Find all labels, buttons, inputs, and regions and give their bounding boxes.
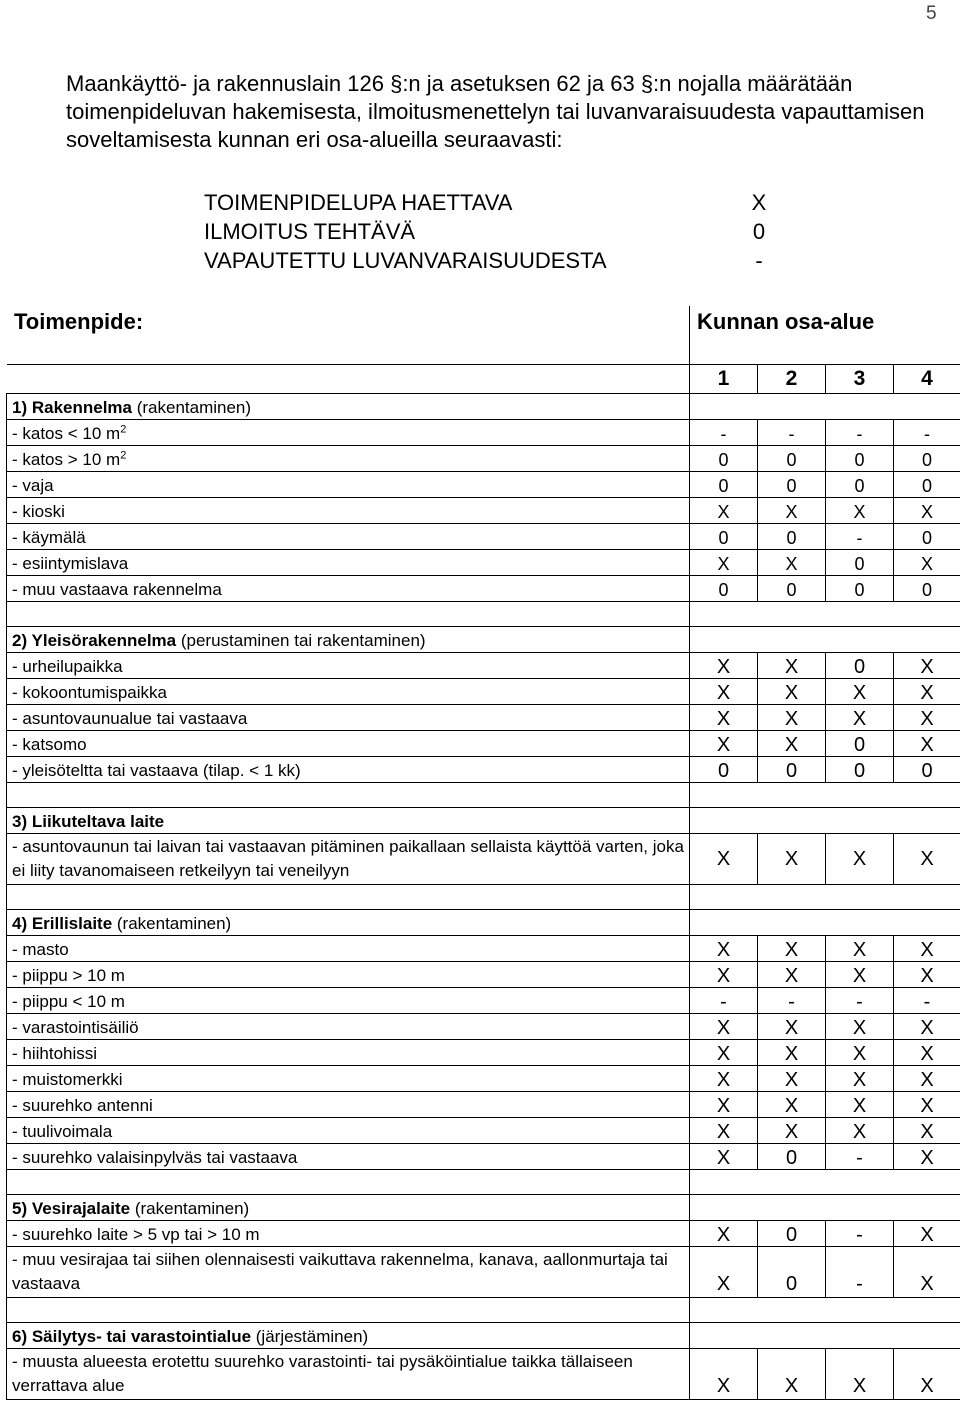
table-row [7, 1247, 960, 1298]
area-2-value: X [758, 962, 826, 988]
row-label-text: - katsomo [12, 735, 87, 754]
permit-table [6, 306, 960, 1400]
area-4-value: 0 [894, 524, 960, 550]
row-label [7, 550, 690, 576]
area-4-value: X [894, 1144, 960, 1170]
intro-paragraph: Maankäyttö- ja rakennuslain 126 §:n ja asetuksen 62 ja 63 §:n nojalla määrätään toimenpideluvan hakemisesta, ilmoitusmenettelyn tai luvanvaraisuudesta vapauttamisen soveltamisesta kunnan eri osa-alueilla seuraavasti: [66, 71, 925, 152]
row-label [7, 446, 690, 472]
section-title-row [7, 1323, 960, 1349]
row-label [7, 1221, 690, 1247]
area-4-value: X [894, 1040, 960, 1066]
table-row [7, 1040, 960, 1066]
section-title [7, 627, 690, 653]
area-1-value: X [690, 653, 758, 679]
area-3-value: - [826, 420, 894, 446]
area-2-value: X [758, 498, 826, 524]
area-4-value: 0 [894, 576, 960, 602]
section-spacer-row [7, 1298, 960, 1323]
row-label [7, 936, 690, 962]
section-title [7, 808, 690, 834]
spacer-cell [7, 1298, 690, 1323]
area-2-value: 0 [758, 524, 826, 550]
section-title-bold: 6) Säilytys- tai varastointialue [12, 1327, 252, 1346]
area-4-value: - [894, 420, 960, 446]
section-spacer-row [7, 885, 960, 910]
area-1-value: X [690, 1092, 758, 1118]
area-1-value: X [690, 1144, 758, 1170]
area-2-value: X [758, 705, 826, 731]
row-label [7, 1014, 690, 1040]
page-number: 5 [926, 3, 937, 24]
spacer-cell [690, 1298, 960, 1323]
column-header-4: 4 [894, 365, 960, 394]
area-1-value: X [690, 962, 758, 988]
area-1-value: X [690, 936, 758, 962]
row-label [7, 472, 690, 498]
area-2-value: X [758, 1092, 826, 1118]
area-4-value: X [894, 731, 960, 757]
area-3-value: 0 [826, 757, 894, 783]
column-header-3: 3 [826, 365, 894, 394]
table-row [7, 679, 960, 705]
area-1-value: X [690, 731, 758, 757]
area-3-value: X [826, 1118, 894, 1144]
spacer-cell [7, 783, 690, 808]
area-1-value: X [690, 1247, 758, 1298]
section-spacer-row [7, 783, 960, 808]
area-3-value: X [826, 498, 894, 524]
table-row [7, 731, 960, 757]
row-label-text: - hiihtohissi [12, 1044, 98, 1063]
area-1-value: 0 [690, 446, 758, 472]
section-title-rest: (rakentaminen) [112, 914, 232, 933]
area-3-value: 0 [826, 472, 894, 498]
row-label [7, 679, 690, 705]
area-3-value: X [826, 936, 894, 962]
area-1-value: X [690, 1014, 758, 1040]
area-2-value: X [758, 1118, 826, 1144]
section-title-rest: (perustaminen tai rakentaminen) [176, 631, 426, 650]
row-label [7, 962, 690, 988]
table-row [7, 472, 960, 498]
row-label-text: - muistomerkki [12, 1070, 123, 1089]
area-2-value: 0 [758, 472, 826, 498]
row-label [7, 988, 690, 1014]
permit-table-body [7, 306, 960, 1400]
section-title-bold: 2) Yleisörakennelma [12, 631, 177, 650]
row-label-text: - muu vesirajaa tai siihen olennaisesti vaikuttava rakennelma, kanava, aallonmurtaja tai vastaava [12, 1250, 668, 1293]
area-4-value: X [894, 1014, 960, 1040]
spacer-cell [690, 885, 960, 910]
area-4-value: X [894, 550, 960, 576]
section-title [7, 394, 690, 420]
legend-label: ILMOITUS TEHTÄVÄ [204, 219, 416, 244]
legend-exempt [204, 248, 763, 274]
row-label-text: - kioski [12, 502, 65, 521]
area-2-value: X [758, 1349, 826, 1400]
area-4-value: X [894, 834, 960, 885]
area-3-value: - [826, 988, 894, 1014]
legend-symbol: X [751, 190, 767, 215]
spacer-cell [7, 602, 690, 627]
area-3-value: X [826, 1092, 894, 1118]
section-title-rest: (järjestäminen) [251, 1327, 369, 1346]
table-row [7, 834, 960, 885]
area-1-value: - [690, 988, 758, 1014]
row-label-text: - varastointisäiliö [12, 1018, 139, 1037]
table-row [7, 1221, 960, 1247]
area-3-value: X [826, 1040, 894, 1066]
section-title [7, 1195, 690, 1221]
legend-symbol: 0 [752, 219, 766, 244]
row-label [7, 1040, 690, 1066]
superscript: 2 [120, 423, 127, 436]
area-1-value: 0 [690, 472, 758, 498]
row-label [7, 1349, 690, 1400]
spacer-cell [7, 885, 690, 910]
table-row [7, 420, 960, 446]
area-2-value: X [758, 834, 826, 885]
row-label [7, 757, 690, 783]
area-2-value: - [758, 988, 826, 1014]
table-row [7, 1066, 960, 1092]
table-row [7, 446, 960, 472]
area-3-value: - [826, 1247, 894, 1298]
area-4-value: X [894, 1247, 960, 1298]
area-3-value: - [826, 524, 894, 550]
table-row [7, 550, 960, 576]
section-spacer-row [7, 602, 960, 627]
area-3-value: X [826, 679, 894, 705]
table-row [7, 524, 960, 550]
table-header-measure: Toimenpide: [14, 309, 144, 334]
area-3-value: X [826, 834, 894, 885]
section-title-empty [690, 627, 960, 653]
area-1-value: X [690, 1118, 758, 1144]
table-row [7, 936, 960, 962]
row-label [7, 576, 690, 602]
area-2-value: 0 [758, 757, 826, 783]
row-label-text: - muu vastaava rakennelma [12, 580, 222, 599]
area-2-value: X [758, 1040, 826, 1066]
header-spacer-row [7, 306, 960, 365]
row-label-text: - kokoontumispaikka [12, 683, 167, 702]
row-label [7, 524, 690, 550]
row-label [7, 731, 690, 757]
row-label-text: - muusta alueesta erotettu suurehko varastointi- tai pysäköintialue taikka tällaiseen verrattava alue [12, 1352, 633, 1395]
area-2-value: X [758, 1014, 826, 1040]
area-1-value: X [690, 1349, 758, 1400]
spacer-cell [690, 783, 960, 808]
section-title-empty [690, 1195, 960, 1221]
section-title-row [7, 808, 960, 834]
area-2-value: X [758, 550, 826, 576]
area-4-value: X [894, 1221, 960, 1247]
area-4-value: X [894, 653, 960, 679]
row-label-text: - esiintymislava [12, 554, 129, 573]
spacer-cell [690, 1170, 960, 1195]
area-4-value: X [894, 962, 960, 988]
section-title-row [7, 627, 960, 653]
area-4-value: X [894, 498, 960, 524]
section-title-row [7, 1195, 960, 1221]
area-2-value: 0 [758, 1221, 826, 1247]
section-title-empty [690, 394, 960, 420]
section-title-bold: 1) Rakennelma [12, 398, 132, 417]
row-label [7, 420, 690, 446]
table-row [7, 705, 960, 731]
area-4-value: X [894, 679, 960, 705]
area-2-value: X [758, 731, 826, 757]
area-3-value: X [826, 1014, 894, 1040]
section-title-bold: 4) Erillislaite [12, 914, 113, 933]
area-4-value: X [894, 1066, 960, 1092]
section-title-rest: (rakentaminen) [130, 1199, 250, 1218]
column-header-1: 1 [690, 365, 758, 394]
area-4-value: X [894, 1349, 960, 1400]
area-4-value: X [894, 1092, 960, 1118]
table-row [7, 498, 960, 524]
row-label-text: - suurehko valaisinpylväs tai vastaava [12, 1148, 298, 1167]
area-2-value: 0 [758, 576, 826, 602]
row-label-text: - katos > 10 m [12, 450, 121, 469]
table-row [7, 988, 960, 1014]
area-3-value: 0 [826, 731, 894, 757]
table-header-area: Kunnan osa-alue [697, 309, 875, 334]
row-label [7, 1092, 690, 1118]
row-label-text: - vaja [12, 476, 54, 495]
table-row [7, 1118, 960, 1144]
legend-permit [204, 190, 767, 216]
table-row [7, 1349, 960, 1400]
row-label-text: - asuntovaunun tai laivan tai vastaavan pitäminen paikallaan sellaista käyttöä varten, joka ei liity tavanomaiseen retkeilyyn tai veneilyyn [12, 837, 684, 880]
section-title-empty [690, 808, 960, 834]
row-label-text: - suurehko laite > 5 vp tai > 10 m [12, 1225, 260, 1244]
legend-label: VAPAUTETTU LUVANVARAISUUDESTA [204, 248, 607, 273]
area-4-value: 0 [894, 472, 960, 498]
area-2-value: X [758, 1066, 826, 1092]
section-title-bold: 3) Liikuteltava laite [12, 812, 165, 831]
area-4-value: X [894, 1118, 960, 1144]
row-label-text: - urheilupaikka [12, 657, 123, 676]
table-row [7, 1014, 960, 1040]
area-3-value: 0 [826, 446, 894, 472]
row-label-text: - yleisöteltta tai vastaava (tilap. < 1 kk) [12, 761, 301, 780]
table-row [7, 576, 960, 602]
row-label-text: - piippu > 10 m [12, 966, 125, 985]
legend-symbol: - [755, 248, 763, 273]
row-label-text: - masto [12, 940, 69, 959]
area-3-value: - [826, 1144, 894, 1170]
area-1-value: 0 [690, 757, 758, 783]
area-2-value: 0 [758, 1144, 826, 1170]
row-label [7, 1066, 690, 1092]
area-3-value: X [826, 1066, 894, 1092]
superscript: 2 [120, 449, 127, 462]
spacer-cell [690, 602, 960, 627]
area-1-value: X [690, 679, 758, 705]
area-1-value: 0 [690, 576, 758, 602]
column-header-2: 2 [758, 365, 826, 394]
table-row [7, 1092, 960, 1118]
section-title [7, 1323, 690, 1349]
spacer-cell [7, 365, 690, 394]
legend-label: TOIMENPIDELUPA HAETTAVA [204, 190, 513, 215]
spacer-cell [7, 1170, 690, 1195]
area-2-value: X [758, 653, 826, 679]
area-1-value: X [690, 498, 758, 524]
row-label-text: - piippu < 10 m [12, 992, 125, 1011]
area-1-value: X [690, 834, 758, 885]
row-label [7, 705, 690, 731]
row-label-text: - suurehko antenni [12, 1096, 153, 1115]
area-2-value: - [758, 420, 826, 446]
section-title [7, 910, 690, 936]
row-label [7, 1144, 690, 1170]
table-row [7, 962, 960, 988]
spacer-cell [690, 306, 960, 365]
area-4-value: X [894, 936, 960, 962]
area-3-value: X [826, 962, 894, 988]
section-title-row [7, 910, 960, 936]
row-label-text: - asuntovaunualue tai vastaava [12, 709, 248, 728]
row-label [7, 653, 690, 679]
area-4-value: X [894, 705, 960, 731]
area-1-value: X [690, 550, 758, 576]
area-1-value: X [690, 1221, 758, 1247]
row-label-text: - käymälä [12, 528, 86, 547]
area-1-value: X [690, 1066, 758, 1092]
area-3-value: X [826, 1349, 894, 1400]
area-3-value: X [826, 705, 894, 731]
area-2-value: 0 [758, 446, 826, 472]
area-3-value: 0 [826, 550, 894, 576]
area-4-value: - [894, 988, 960, 1014]
row-label [7, 834, 690, 885]
section-spacer-row [7, 1170, 960, 1195]
area-3-value: 0 [826, 653, 894, 679]
area-4-value: 0 [894, 446, 960, 472]
row-label [7, 498, 690, 524]
area-1-value: X [690, 705, 758, 731]
table-row [7, 1144, 960, 1170]
section-title-rest: (rakentaminen) [132, 398, 252, 417]
section-title-row [7, 394, 960, 420]
row-label [7, 1118, 690, 1144]
table-row [7, 653, 960, 679]
spacer-cell [7, 306, 690, 365]
area-2-value: X [758, 679, 826, 705]
area-2-value: X [758, 936, 826, 962]
section-title-bold: 5) Vesirajalaite [12, 1199, 131, 1218]
section-title-empty [690, 910, 960, 936]
row-label [7, 1247, 690, 1298]
area-1-value: X [690, 1040, 758, 1066]
area-2-value: 0 [758, 1247, 826, 1298]
area-1-value: 0 [690, 524, 758, 550]
row-label-text: - tuulivoimala [12, 1122, 113, 1141]
column-header-row [7, 365, 960, 394]
area-4-value: 0 [894, 757, 960, 783]
area-3-value: - [826, 1221, 894, 1247]
area-3-value: 0 [826, 576, 894, 602]
row-label-text: - katos < 10 m [12, 424, 121, 443]
section-title-empty [690, 1323, 960, 1349]
table-row [7, 757, 960, 783]
legend-notice [204, 219, 766, 245]
area-1-value: - [690, 420, 758, 446]
